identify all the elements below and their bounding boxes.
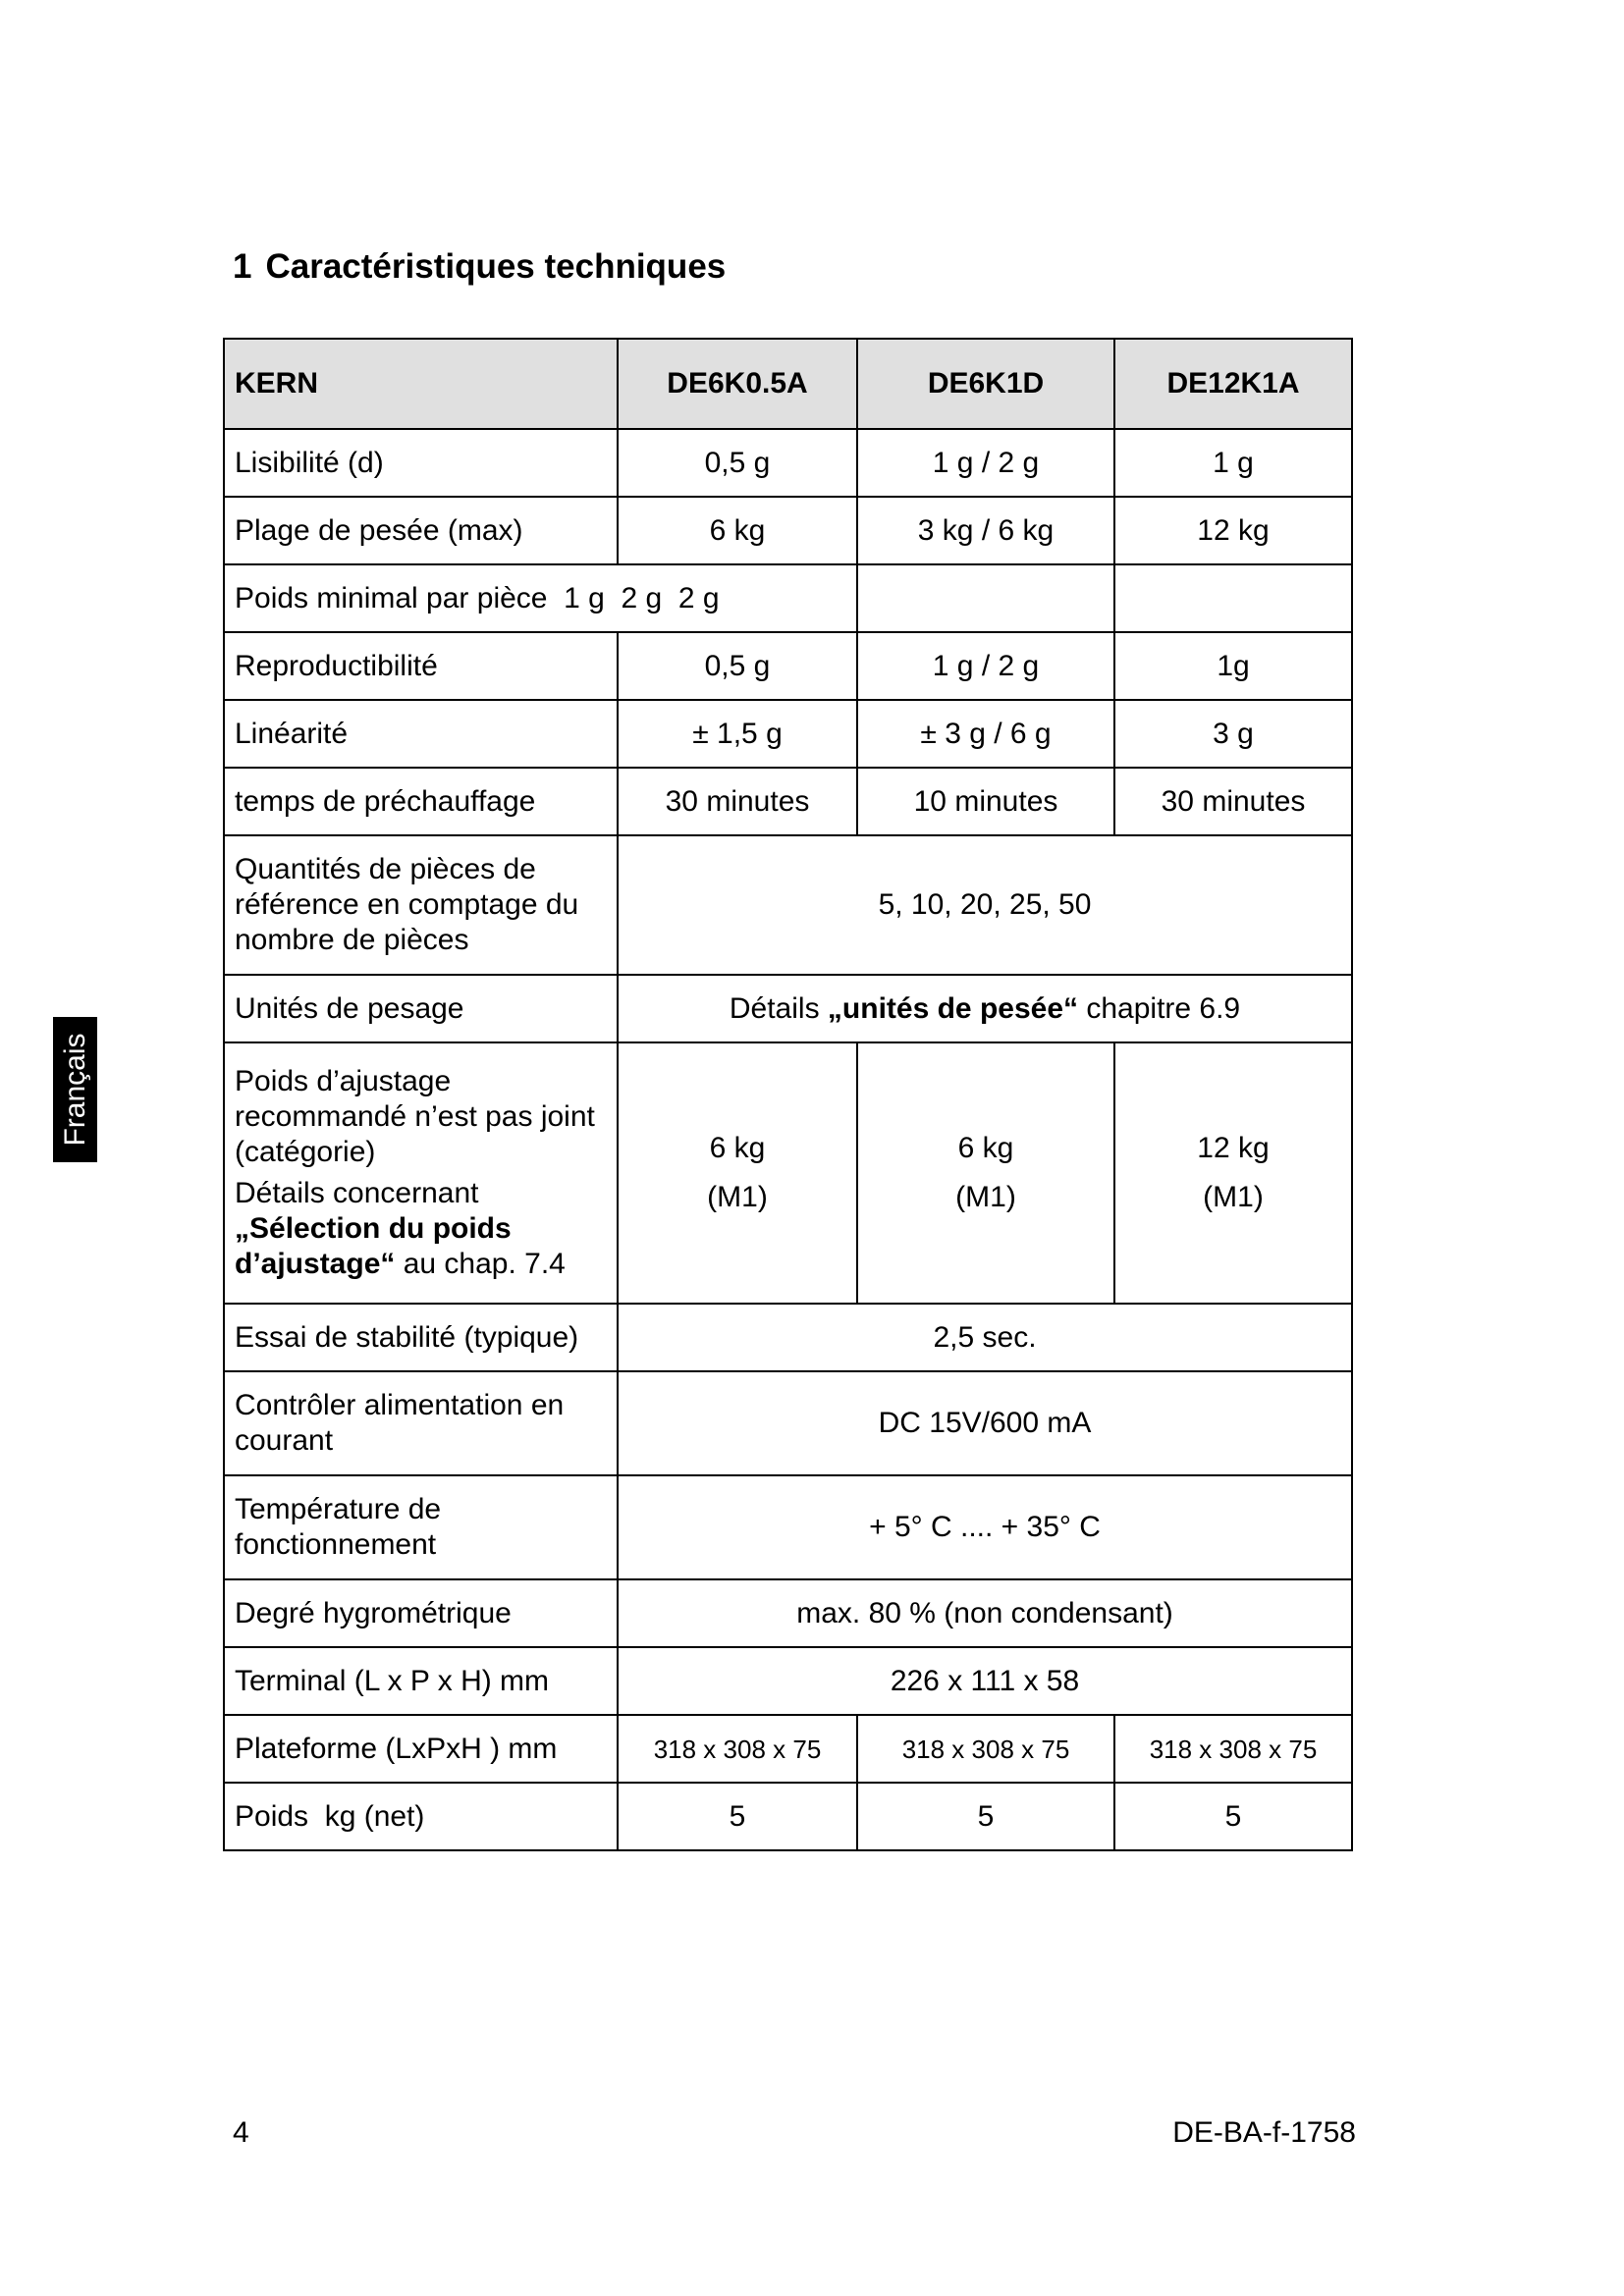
cell: DC 15V/600 mA <box>618 1371 1352 1475</box>
cell: 318 x 308 x 75 <box>618 1715 857 1783</box>
cell: 30 minutes <box>1114 768 1352 835</box>
cell: + 5° C .... + 35° C <box>618 1475 1352 1579</box>
cell: 0,5 g <box>618 632 857 700</box>
header-model: DE6K1D <box>857 339 1114 429</box>
cell: 5 <box>1114 1783 1352 1850</box>
adjust-label: Poids d’ajustage recommandé n’est pas joint (catégorie) <box>235 1065 595 1168</box>
row-label: Essai de stabilité (typique) <box>224 1304 618 1371</box>
adjust-weight: 6 kg <box>957 1132 1014 1164</box>
row-label: Degré hygrométrique <box>224 1579 618 1647</box>
cell: ± 1,5 g <box>618 700 857 768</box>
cell <box>618 1042 857 1304</box>
header-model: DE6K0.5A <box>618 339 857 429</box>
language-side-tab: Français <box>53 1017 97 1162</box>
table-row <box>224 1647 1352 1715</box>
row-label: Poids minimal par pièce 1 g 2 g 2 g <box>224 564 857 632</box>
adjust-weight: 12 kg <box>1197 1132 1270 1164</box>
units-prefix: Détails <box>729 991 828 1025</box>
cell <box>1114 564 1352 632</box>
cell: 5 <box>857 1783 1114 1850</box>
specifications-table <box>223 338 1353 1851</box>
row-label <box>224 1042 618 1304</box>
cell: 5, 10, 20, 25, 50 <box>618 835 1352 975</box>
cell: 318 x 308 x 75 <box>857 1715 1114 1783</box>
row-label: Unités de pesage <box>224 975 618 1042</box>
cell: 3 g <box>1114 700 1352 768</box>
row-label: Contrôler alimentation en courant <box>224 1371 618 1475</box>
cell <box>1114 1042 1352 1304</box>
table-row <box>224 768 1352 835</box>
table-row <box>224 1715 1352 1783</box>
row-label: Reproductibilité <box>224 632 618 700</box>
row-label: temps de préchauffage <box>224 768 618 835</box>
cell: 1 g / 2 g <box>857 632 1114 700</box>
table-row <box>224 835 1352 975</box>
table-row <box>224 632 1352 700</box>
row-label: Plage de pesée (max) <box>224 497 618 564</box>
table-row <box>224 429 1352 497</box>
cell: 2,5 sec. <box>618 1304 1352 1371</box>
table-row <box>224 1304 1352 1371</box>
cell: 1 g / 2 g <box>857 429 1114 497</box>
row-label: Poids kg (net) <box>224 1783 618 1850</box>
cell: 5 <box>618 1783 857 1850</box>
units-suffix: chapitre 6.9 <box>1078 991 1241 1025</box>
table-row <box>224 1475 1352 1579</box>
cell: 1 g <box>1114 429 1352 497</box>
cell: 10 minutes <box>857 768 1114 835</box>
adjust-detail-suffix: au chap. 7.4 <box>395 1248 566 1280</box>
adjust-detail <box>235 1176 607 1282</box>
header-model: DE12K1A <box>1114 339 1352 429</box>
table-row <box>224 564 1352 632</box>
adjust-weight: 6 kg <box>709 1132 766 1164</box>
table-row <box>224 700 1352 768</box>
cell: 0,5 g <box>618 429 857 497</box>
adjust-detail-prefix: Détails concernant <box>235 1177 479 1209</box>
cell: 1g <box>1114 632 1352 700</box>
table-row <box>224 1042 1352 1304</box>
cell: 3 kg / 6 kg <box>857 497 1114 564</box>
cell: 12 kg <box>1114 497 1352 564</box>
adjust-detail-bold: „Sélection du poids d’ajustage“ <box>235 1212 512 1280</box>
section-title: Caractéristiques techniques <box>265 247 727 286</box>
row-label: Température de fonctionnement <box>224 1475 618 1579</box>
cell: 318 x 308 x 75 <box>1114 1715 1352 1783</box>
row-label: Linéarité <box>224 700 618 768</box>
page-title <box>233 247 726 287</box>
adjust-class: (M1) <box>1203 1181 1264 1213</box>
table-row <box>224 1371 1352 1475</box>
cell <box>857 1042 1114 1304</box>
units-bold: „unités de pesée“ <box>827 991 1079 1025</box>
cell: ± 3 g / 6 g <box>857 700 1114 768</box>
cell: max. 80 % (non condensant) <box>618 1579 1352 1647</box>
cell <box>857 564 1114 632</box>
row-label: Plateforme (LxPxH ) mm <box>224 1715 618 1783</box>
row-label: Lisibilité (d) <box>224 429 618 497</box>
table-row <box>224 1783 1352 1850</box>
page-number: 4 <box>233 2116 249 2149</box>
cell: 226 x 111 x 58 <box>618 1647 1352 1715</box>
adjust-class: (M1) <box>707 1181 768 1213</box>
document-code: DE-BA-f-1758 <box>1172 2116 1356 2149</box>
table-header-row <box>224 339 1352 429</box>
row-label: Terminal (L x P x H) mm <box>224 1647 618 1715</box>
cell: 6 kg <box>618 497 857 564</box>
table-row <box>224 497 1352 564</box>
cell <box>618 975 1352 1042</box>
header-brand: KERN <box>224 339 618 429</box>
adjust-class: (M1) <box>955 1181 1016 1213</box>
cell: 30 minutes <box>618 768 857 835</box>
table-row <box>224 1579 1352 1647</box>
section-number: 1 <box>233 247 252 286</box>
row-label: Quantités de pièces de référence en comptage du nombre de pièces <box>224 835 618 975</box>
table-row <box>224 975 1352 1042</box>
